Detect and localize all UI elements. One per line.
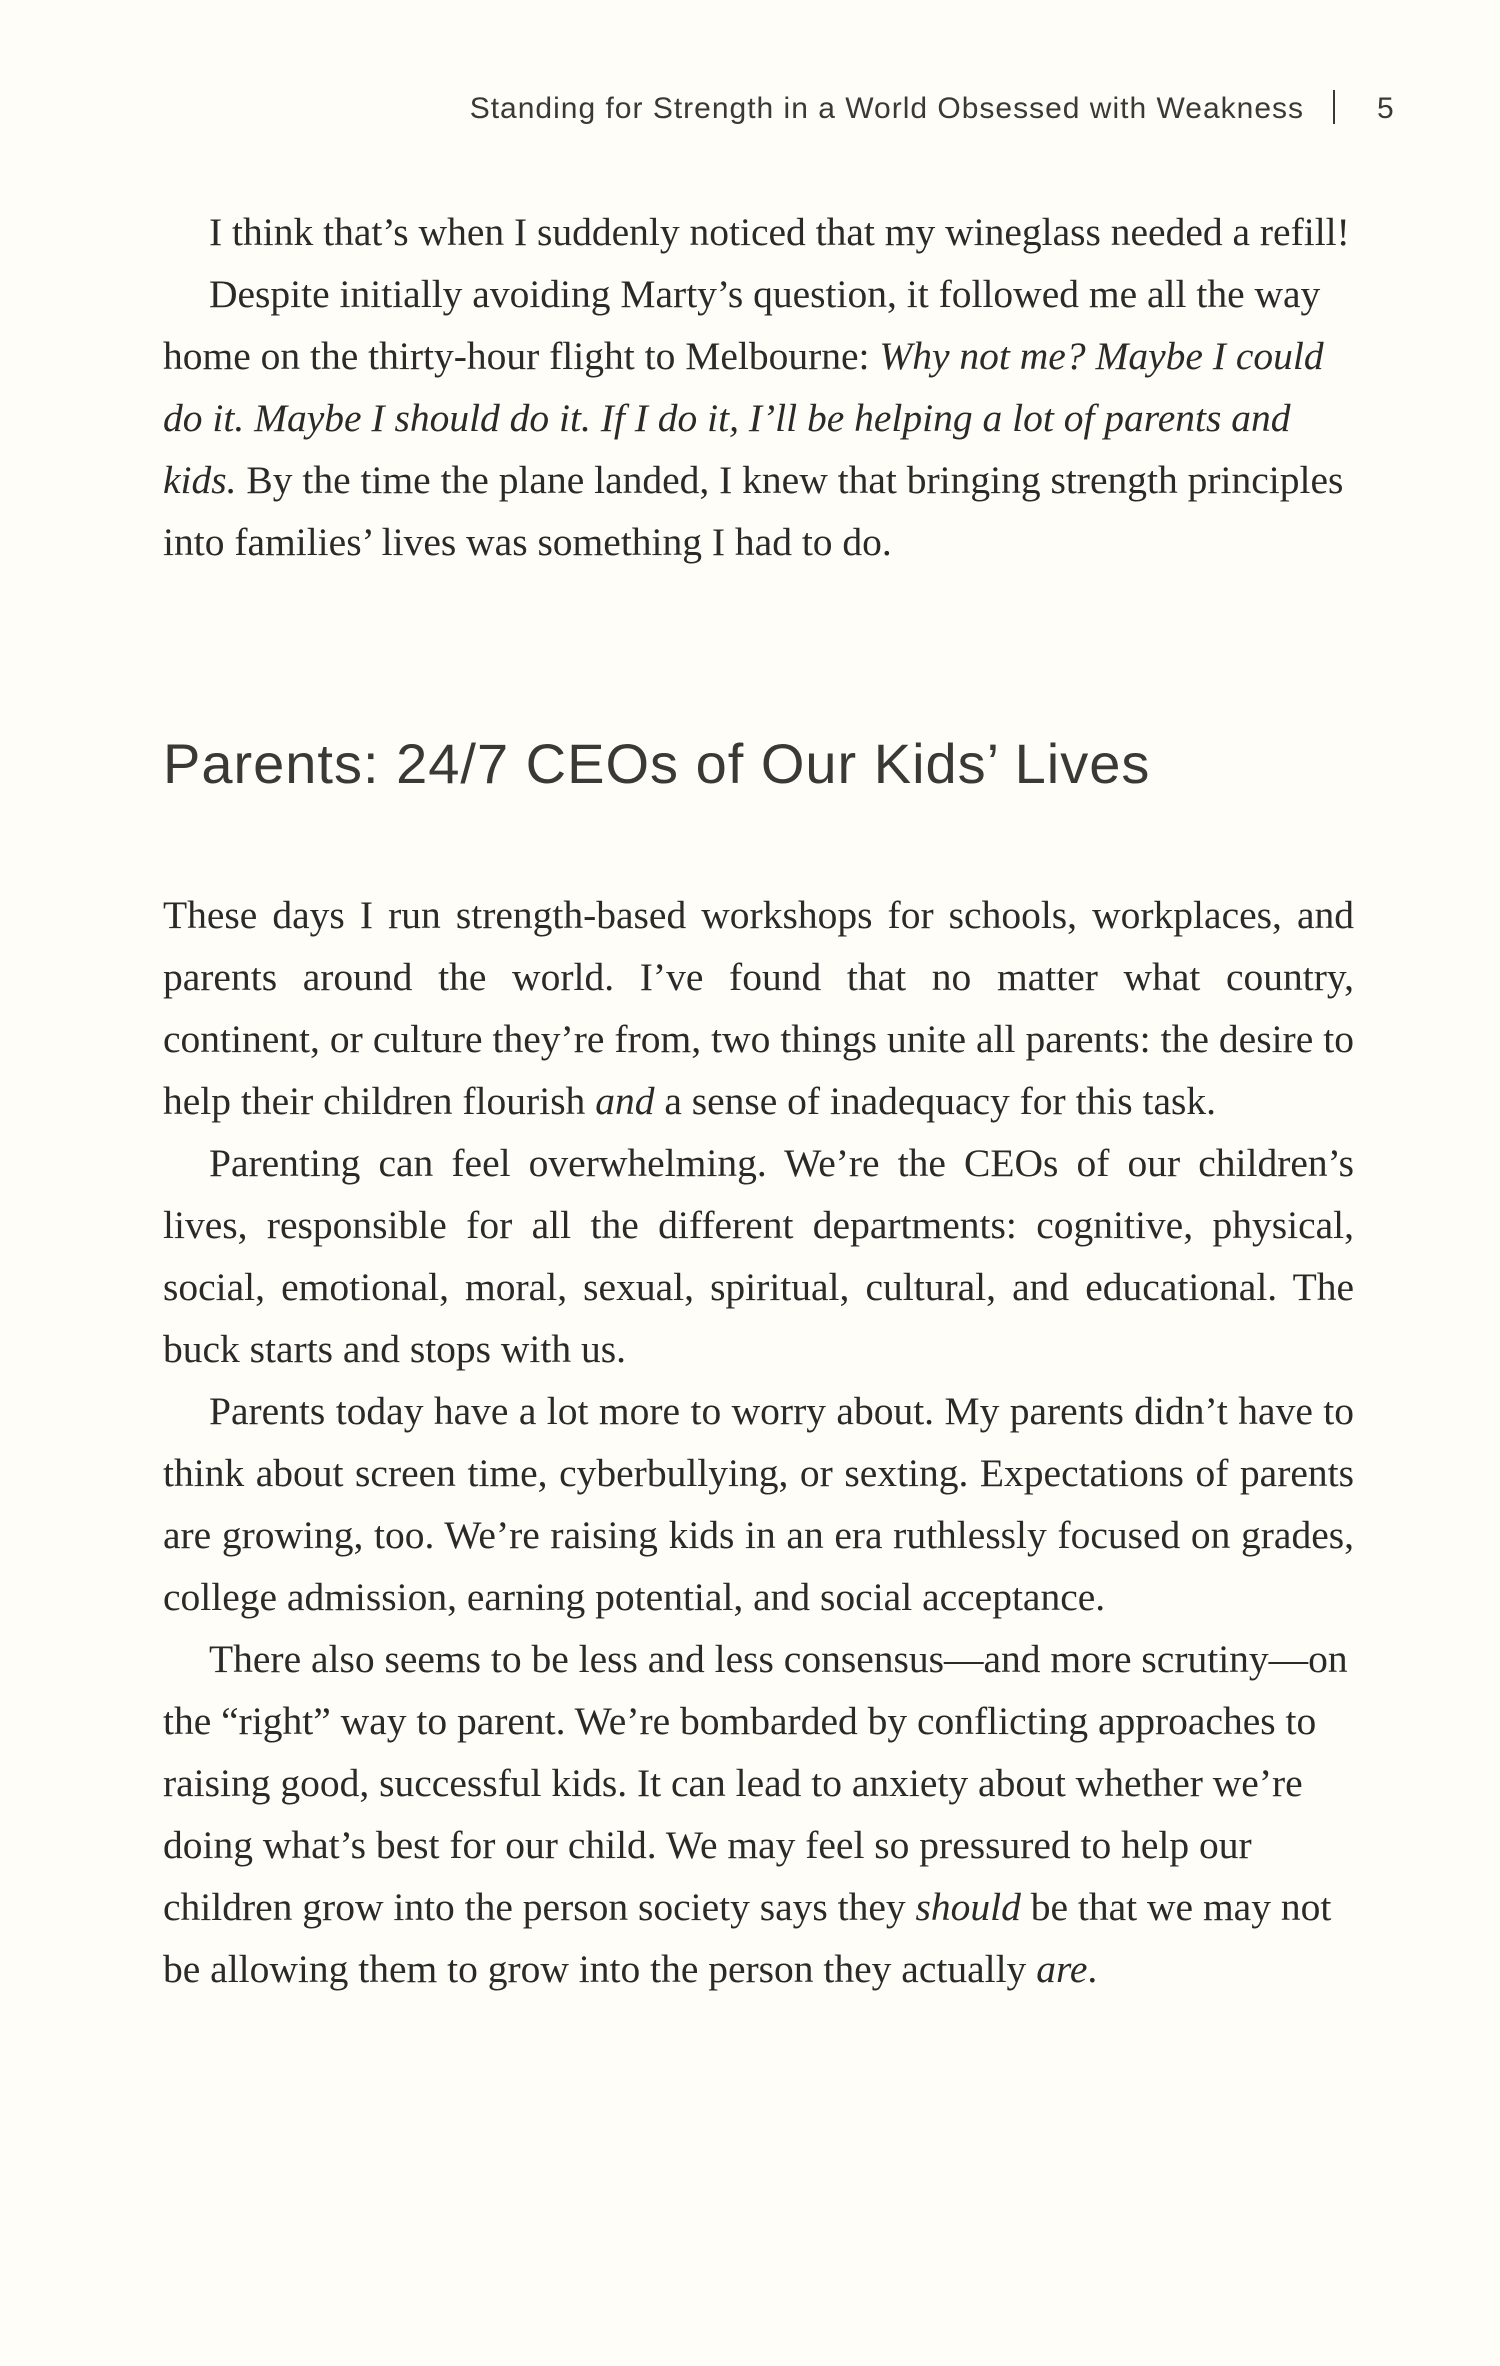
paragraph-wineglass: I think that’s when I suddenly noticed that my wineglass needed a refill!: [209, 210, 1350, 254]
paragraph-text: By the time the plane landed, I knew that bringing strength principles into families’ lives was something I had to do.: [163, 458, 1344, 564]
header-separator: [1333, 90, 1335, 124]
page-number: 5: [1377, 92, 1395, 125]
paragraph-text: There also seems to be less and less consensus—and more scrutiny—on the “right” way to parent. We’re bombarded by conflicting approaches to raising good, successful kids. It can lead to anxiety about whether we’re doing what’s best for our child. We may feel so pressured to help our children grow into the person society says they: [163, 1637, 1348, 1929]
italic-word: are: [1036, 1947, 1088, 1991]
italic-word: should: [915, 1885, 1021, 1929]
paragraph-text: .: [1087, 1947, 1098, 1991]
paragraph-marty-question: [163, 263, 1354, 573]
paragraph-consensus: [163, 1628, 1354, 2000]
paragraph-text: These days I run strength-based workshops for schools, workplaces, and parents around the world. I’ve found that no matter what country, continent, or culture they’re from, two things unite all parents: the desire to help their children flourish: [163, 893, 1354, 1123]
section-heading: Parents: 24/7 CEOs of Our Kids’ Lives: [163, 732, 1151, 795]
paragraph-text: Despite initially avoiding Marty’s question, it followed me all the way home on the thirty-hour flight to Melbourne:: [163, 272, 1321, 378]
italic-thought: Why not me? Maybe I could do it. Maybe I should do it. If I do it, I’ll be helping a lot of parents and kids.: [163, 334, 1324, 502]
paragraph-text: be that we may not be allowing them to grow into the person they actually: [163, 1885, 1332, 1991]
italic-word: and: [595, 1079, 655, 1123]
paragraph-workshops: [163, 884, 1354, 1132]
paragraph-text: a sense of inadequacy for this task.: [654, 1079, 1217, 1123]
paragraph-overwhelming: Parenting can feel overwhelming. We’re the CEOs of our children’s lives, responsible for all the different departments: cognitive, physical, social, emotional, moral, sexual, spiritual, cultural, and educational. The buck starts and stops with us.: [163, 1141, 1354, 1371]
paragraph-worry: Parents today have a lot more to worry about. My parents didn’t have to think about screen time, cyberbullying, or sexting. Expectations of parents are growing, too. We’re raising kids in an era ruthlessly focused on grades, college admission, earning potential, and social acceptance.: [163, 1389, 1354, 1619]
text-block-section: [163, 884, 1354, 2000]
running-title: Standing for Strength in a World Obsessed with Weakness: [469, 92, 1304, 125]
text-block-intro: [163, 201, 1354, 573]
